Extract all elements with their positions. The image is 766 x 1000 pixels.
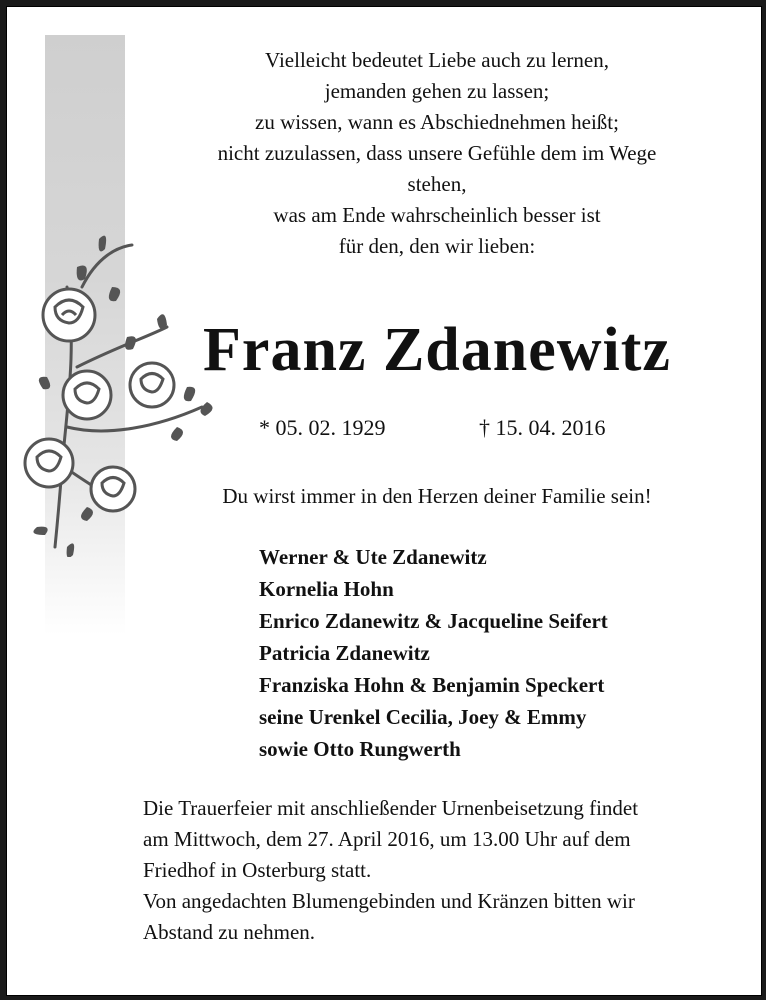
deceased-name: Franz Zdanewitz [203,316,671,384]
family-member: seine Urenkel Cecilia, Joey & Emmy [259,705,587,729]
obituary-card [6,6,762,996]
funeral-notice [143,793,743,948]
notice-line: Von angedachten Blumengebinden und Kränzen bitten wir [143,889,635,913]
family-member: Franziska Hohn & Benjamin Speckert [259,673,605,697]
poem-line: jemanden gehen zu lassen; [324,79,550,103]
death-date: † 15. 04. 2016 [479,415,606,440]
poem-line: zu wissen, wann es Abschiednehmen heißt; [255,110,619,134]
birth-date: * 05. 02. 1929 [259,415,386,440]
notice-line: Die Trauerfeier mit anschließender Urnenbeisetzung findet [143,796,639,820]
notice-line: am Mittwoch, dem 27. April 2016, um 13.00 Uhr auf dem [143,827,631,851]
poem-line: für den, den wir lieben: [338,234,536,258]
notice-line: Friedhof in Osterburg statt. [143,858,372,882]
poem-line: Vielleicht bedeutet Liebe auch zu lernen, [265,48,609,72]
family-member: sowie Otto Rungwerth [259,737,461,761]
family-member: Patricia Zdanewitz [259,641,430,665]
poem-line: nicht zuzulassen, dass unsere Gefühle dem im Wege [217,141,657,165]
family-member: Enrico Zdanewitz & Jacqueline Seifert [259,609,608,633]
poem [167,45,707,262]
poem-line: stehen, [407,172,467,196]
family-list [259,541,608,765]
notice-line: Abstand zu nehmen. [143,920,316,944]
family-member: Kornelia Hohn [259,577,394,601]
family-member: Werner & Ute Zdanewitz [259,545,487,569]
tagline: Du wirst immer in den Herzen deiner Familie sein! [222,484,652,508]
poem-line: was am Ende wahrscheinlich besser ist [273,203,601,227]
